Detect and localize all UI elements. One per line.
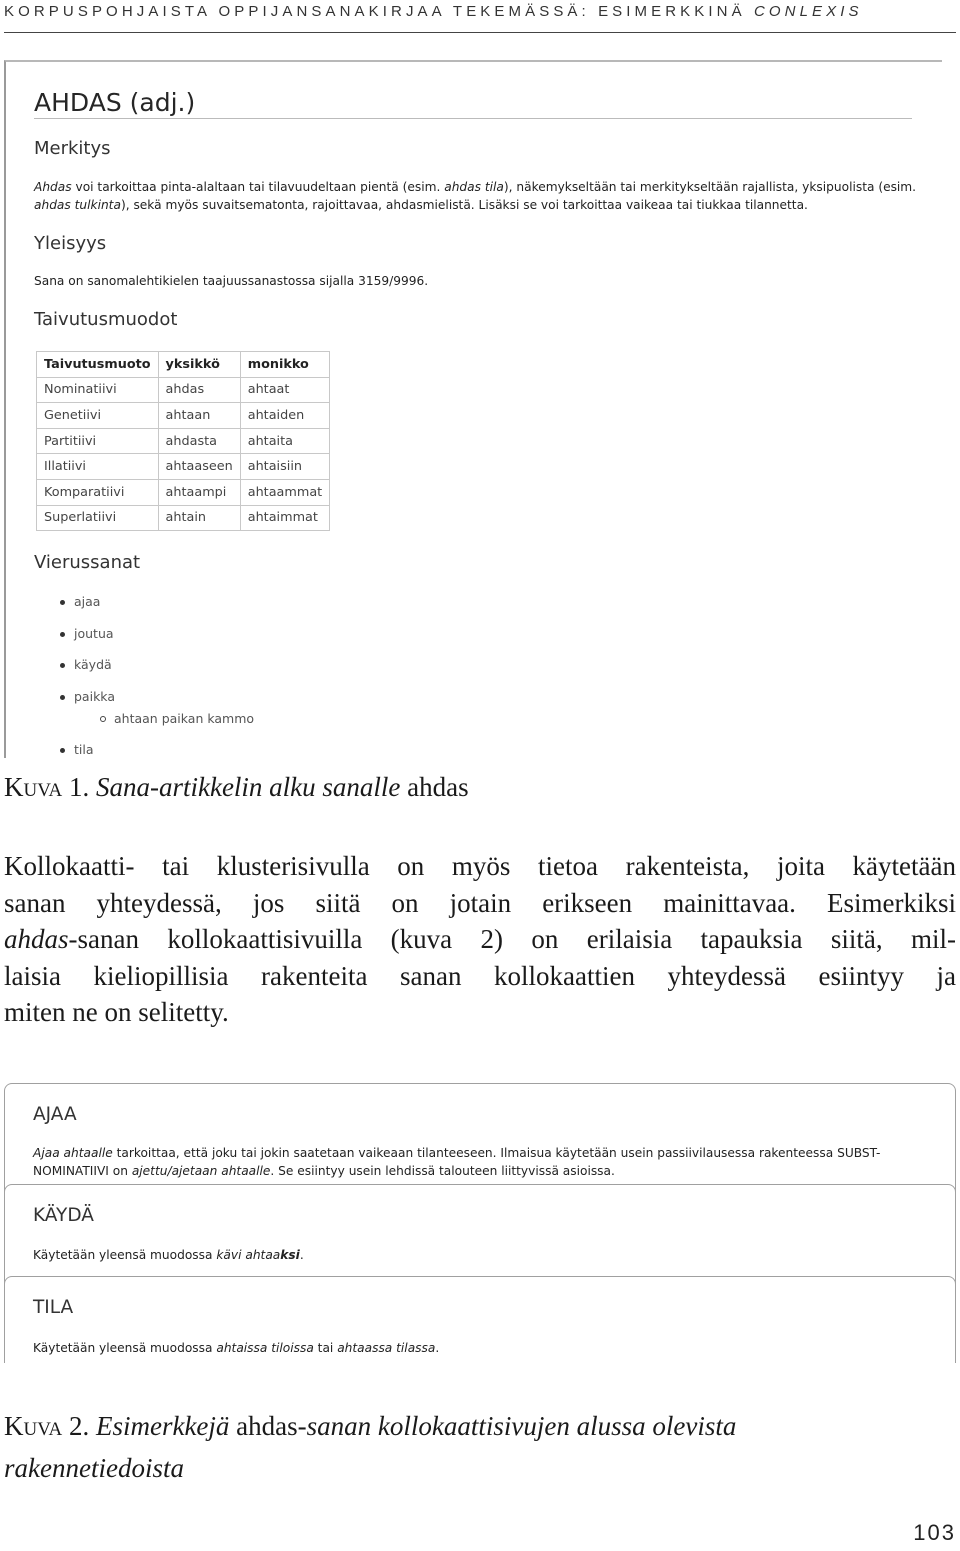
title-divider <box>34 118 912 119</box>
inflection-heading: Taivutusmuodot <box>34 309 178 330</box>
table-cell: ahtaimmat <box>240 505 329 531</box>
frequency-heading: Yleisyys <box>34 233 107 254</box>
body-line: ahdas-sanan kollokaattisivuilla (kuva 2) on erilaisia tapauksia siitä, mil- <box>4 924 956 954</box>
column-header: yksikkö <box>158 352 240 378</box>
caption-text: Sana-artikkelin alku sanalle <box>95 772 401 802</box>
inflection-table <box>36 351 330 531</box>
figure-1-caption <box>4 772 469 803</box>
table-cell: Partitiivi <box>37 428 159 454</box>
table-cell: ahtain <box>158 505 240 531</box>
caption-word: ahdas <box>236 1411 298 1441</box>
caption-text: Esimerkkejä <box>95 1411 230 1441</box>
panel-description: Käytetään yleensä muodossa kävi ahtaaksi. <box>33 1248 304 1262</box>
figure-2-screenshot <box>4 1083 956 1363</box>
table-cell: ahtaiden <box>240 403 329 429</box>
table-cell: Komparatiivi <box>37 479 159 505</box>
body-line: Kollokaatti- tai klusterisivulla on myös tietoa rakenteista, joita käytetään <box>4 851 956 881</box>
body-line: sanan yhteydessä, jos siitä on jotain erikseen mainittavaa. Esimerkiksi <box>4 887 956 918</box>
circle-bullet-icon <box>100 716 106 722</box>
column-header: monikko <box>240 352 329 378</box>
running-title: KORPUSPOHJAISTA OPPIJANSANAKIRJAA TEKEMÄSSÄ: ESIMERKKINÄ <box>4 3 746 20</box>
table-cell: ahtaampi <box>158 479 240 505</box>
panel-description: Käytetään yleensä muodossa ahtaissa tiloissa tai ahtaassa tilassa. <box>33 1341 440 1355</box>
collocate-panel-ajaa <box>4 1083 956 1194</box>
table-cell: ahtaat <box>240 377 329 403</box>
table-cell: Genetiivi <box>37 403 159 429</box>
table-row <box>37 403 330 429</box>
table-row <box>37 428 330 454</box>
list-item-sub[interactable]: ahtaan paikan kammo <box>114 711 254 742</box>
caption-label: Kuva 2. <box>4 1411 90 1441</box>
table-row <box>37 377 330 403</box>
table-header-row <box>37 352 330 378</box>
table-row <box>37 505 330 531</box>
table-cell: ahdas <box>158 377 240 403</box>
table-cell: ahtaaseen <box>158 454 240 480</box>
running-header <box>4 0 956 33</box>
bullet-icon <box>60 600 65 605</box>
panel-title: TILA <box>33 1297 74 1318</box>
bullet-icon <box>60 663 65 668</box>
bullet-icon <box>60 632 65 637</box>
neighbors-heading: Vierussanat <box>34 552 141 573</box>
page-number: 103 <box>913 1520 956 1545</box>
meaning-heading: Merkitys <box>34 138 111 159</box>
meaning-text: Ahdas voi tarkoittaa pinta-alaltaan tai tilavuudeltaan pientä (esim. ahdas tila), näkemykseltään tai merkitykseltään rajallista, yksipuolista (esim. ahdas tulkinta), sekä myös suvaitsematonta, rajoittavaa, ahdasmielistä. Lisäksi se voi tarkoittaa vaikeaa tai tiukkaa tilannetta. <box>34 180 917 212</box>
list-item[interactable]: paikka <box>74 689 214 711</box>
figure-2-caption <box>4 1405 736 1489</box>
list-item[interactable]: käydä <box>74 657 214 689</box>
bullet-icon <box>60 695 65 700</box>
panel-title: KÄYDÄ <box>33 1205 94 1226</box>
table-cell: Superlatiivi <box>37 505 159 531</box>
column-header: Taivutusmuoto <box>37 352 159 378</box>
caption-word: ahdas <box>407 772 469 802</box>
running-title-italic: CONLEXIS <box>753 3 863 20</box>
neighbor-list <box>74 594 255 758</box>
table-cell: ahtaan <box>158 403 240 429</box>
figure-1-screenshot <box>4 60 942 758</box>
panel-description: Ajaa ahtaalle tarkoittaa, että joku tai jokin saatetaan vaikeaan tilanteeseen. Ilmaisua käytetään usein passiivilausessa rakenteessa SUBST- NOMINATIIVI on ajettu/ajetaan ahtaalle. Se esiintyy usein lehdissä talouteen liittyvissä asioissa. <box>33 1146 881 1178</box>
table-cell: Nominatiivi <box>37 377 159 403</box>
list-item[interactable]: joutua <box>74 626 214 658</box>
collocate-panel-tila <box>4 1276 956 1363</box>
caption-text: -sanan kollokaattisivujen alussa olevista <box>297 1411 737 1441</box>
frequency-text: Sana on sanomalehtikielen taajuussanastossa sijalla 3159/9996. <box>34 274 429 288</box>
body-line: laisia kieliopillisia rakenteita sanan kollokaattien yhteydessä esiintyy ja <box>4 960 956 991</box>
panel-title: AJAA <box>33 1104 77 1125</box>
body-paragraph <box>4 848 956 1031</box>
table-cell: Illatiivi <box>37 454 159 480</box>
body-line: miten ne on selitetty. <box>4 997 229 1027</box>
table-row <box>37 479 330 505</box>
table-cell: ahtaammat <box>240 479 329 505</box>
list-item[interactable]: tila <box>74 742 214 758</box>
table-cell: ahtaita <box>240 428 329 454</box>
collocate-panel-kayda <box>4 1184 956 1285</box>
table-cell: ahdasta <box>158 428 240 454</box>
entry-title: AHDAS (adj.) <box>34 88 196 117</box>
bullet-icon <box>60 748 65 753</box>
table-row <box>37 454 330 480</box>
caption-label: Kuva 1. <box>4 772 90 802</box>
caption-text: rakennetiedoista <box>4 1453 184 1483</box>
table-cell: ahtaisiin <box>240 454 329 480</box>
list-item[interactable]: ajaa <box>74 594 214 626</box>
